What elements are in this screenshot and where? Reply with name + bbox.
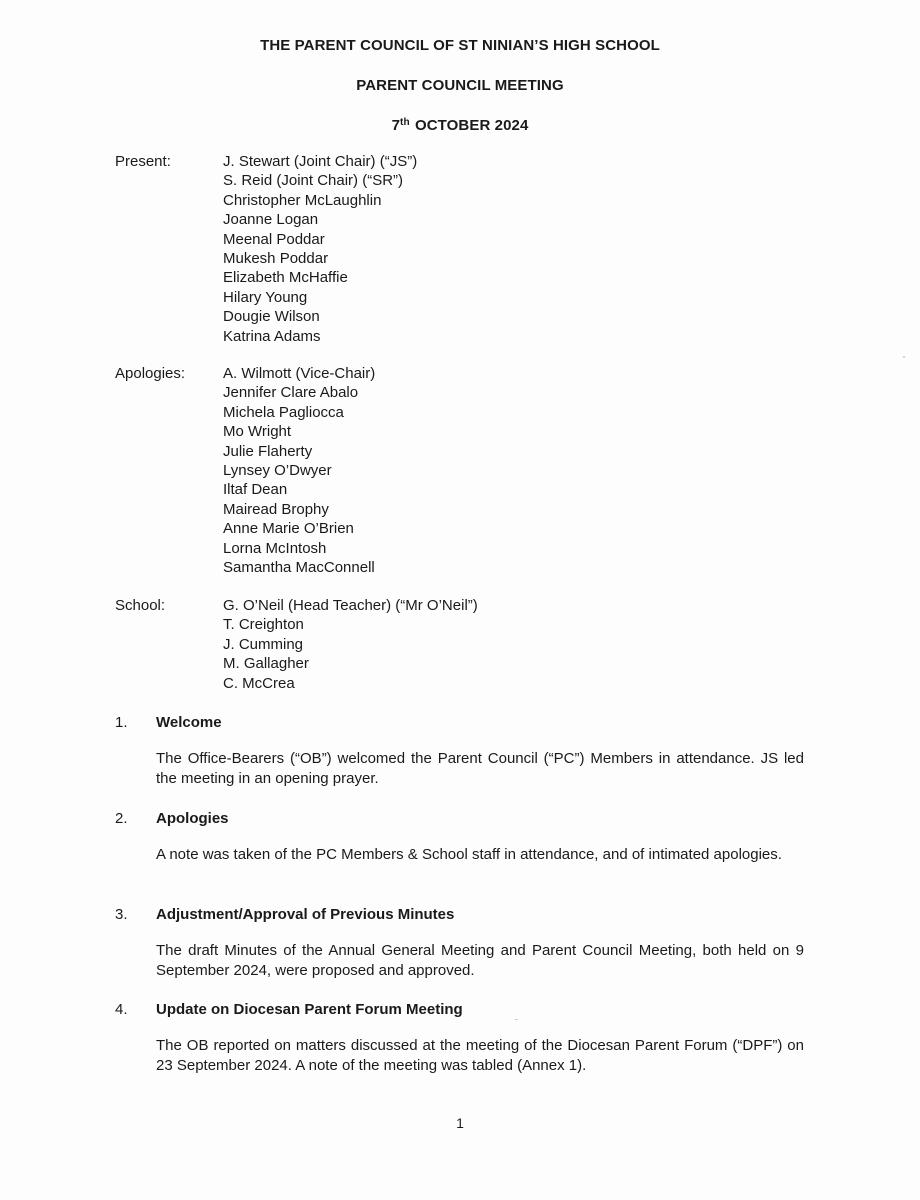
list-item: Katrina Adams	[223, 327, 321, 345]
present-label: Present:	[115, 153, 171, 170]
meeting-title: PARENT COUNCIL MEETING	[356, 77, 564, 94]
list-item: Mukesh Poddar	[223, 249, 329, 267]
section-body: The Office-Bearers (“OB”) welcomed the Parent Council (“PC”) Members in attendance. JS led the meeting in an opening prayer.	[156, 750, 804, 787]
list-item: Joanne Logan	[223, 211, 319, 229]
section-body: A note was taken of the PC Members & School staff in attendance, and of intimated apologies.	[156, 846, 782, 863]
section-body: The draft Minutes of the Annual General Meeting and Parent Council Meeting, both held on 9 September 2024, were proposed and approved.	[156, 942, 804, 979]
date-suffix: th	[400, 117, 410, 128]
list-item: C. McCrea	[223, 674, 295, 692]
section-title: Update on Diocesan Parent Forum Meeting	[156, 1001, 463, 1018]
school-label: School:	[115, 597, 166, 614]
section-title: Apologies	[156, 810, 229, 827]
list-item: Elizabeth McHaffie	[223, 269, 348, 287]
list-item: Anne Marie O’Brien	[223, 520, 354, 538]
list-item: A. Wilmott (Vice-Chair)	[223, 365, 376, 382]
list-item: Iltaf Dean	[223, 481, 288, 499]
section-title: Welcome	[156, 714, 222, 731]
list-item: Julie Flaherty	[223, 442, 313, 460]
present-list	[223, 152, 417, 346]
section-number: 4.	[115, 1001, 128, 1018]
list-item: T. Creighton	[223, 616, 304, 634]
list-item: G. O’Neil (Head Teacher) (“Mr O’Neil”)	[223, 597, 478, 614]
section-body: The OB reported on matters discussed at the meeting of the Diocesan Parent Forum (“DPF”) on 23 September 2024. A note of the meeting was tabled (Annex 1).	[156, 1037, 804, 1074]
list-item: J. Stewart (Joint Chair) (“JS”)	[223, 153, 418, 170]
date-rest: OCTOBER 2024	[414, 117, 529, 134]
scan-speck	[903, 356, 905, 358]
list-item: Lynsey O’Dwyer	[223, 461, 332, 479]
school-title: THE PARENT COUNCIL OF ST NINIAN’S HIGH SCHOOL	[260, 37, 660, 54]
date-day: 7	[391, 117, 401, 134]
meeting-date	[0, 117, 920, 134]
list-item: Michela Pagliocca	[223, 403, 344, 421]
list-item: Hilary Young	[223, 288, 308, 306]
list-item: Lorna McIntosh	[223, 539, 327, 557]
list-item: Meenal Poddar	[223, 230, 325, 248]
section-number: 1.	[115, 714, 128, 731]
section-title: Adjustment/Approval of Previous Minutes	[156, 906, 455, 923]
list-item: Dougie Wilson	[223, 308, 320, 326]
list-item: Mairead Brophy	[223, 500, 329, 518]
list-item: Christopher McLaughlin	[223, 191, 382, 209]
school-list	[223, 596, 478, 693]
page-number: 1	[456, 1115, 464, 1131]
list-item: Mo Wright	[223, 423, 292, 441]
list-item: M. Gallagher	[223, 655, 309, 673]
list-item: J. Cumming	[223, 635, 304, 653]
list-item: S. Reid (Joint Chair) (“SR”)	[223, 172, 404, 190]
scan-speck	[515, 1019, 518, 1020]
section-number: 3.	[115, 906, 128, 923]
list-item: Samantha MacConnell	[223, 558, 375, 576]
section-number: 2.	[115, 810, 128, 827]
list-item: Jennifer Clare Abalo	[223, 384, 359, 402]
apologies-label: Apologies:	[115, 365, 186, 382]
apologies-list	[223, 364, 375, 577]
